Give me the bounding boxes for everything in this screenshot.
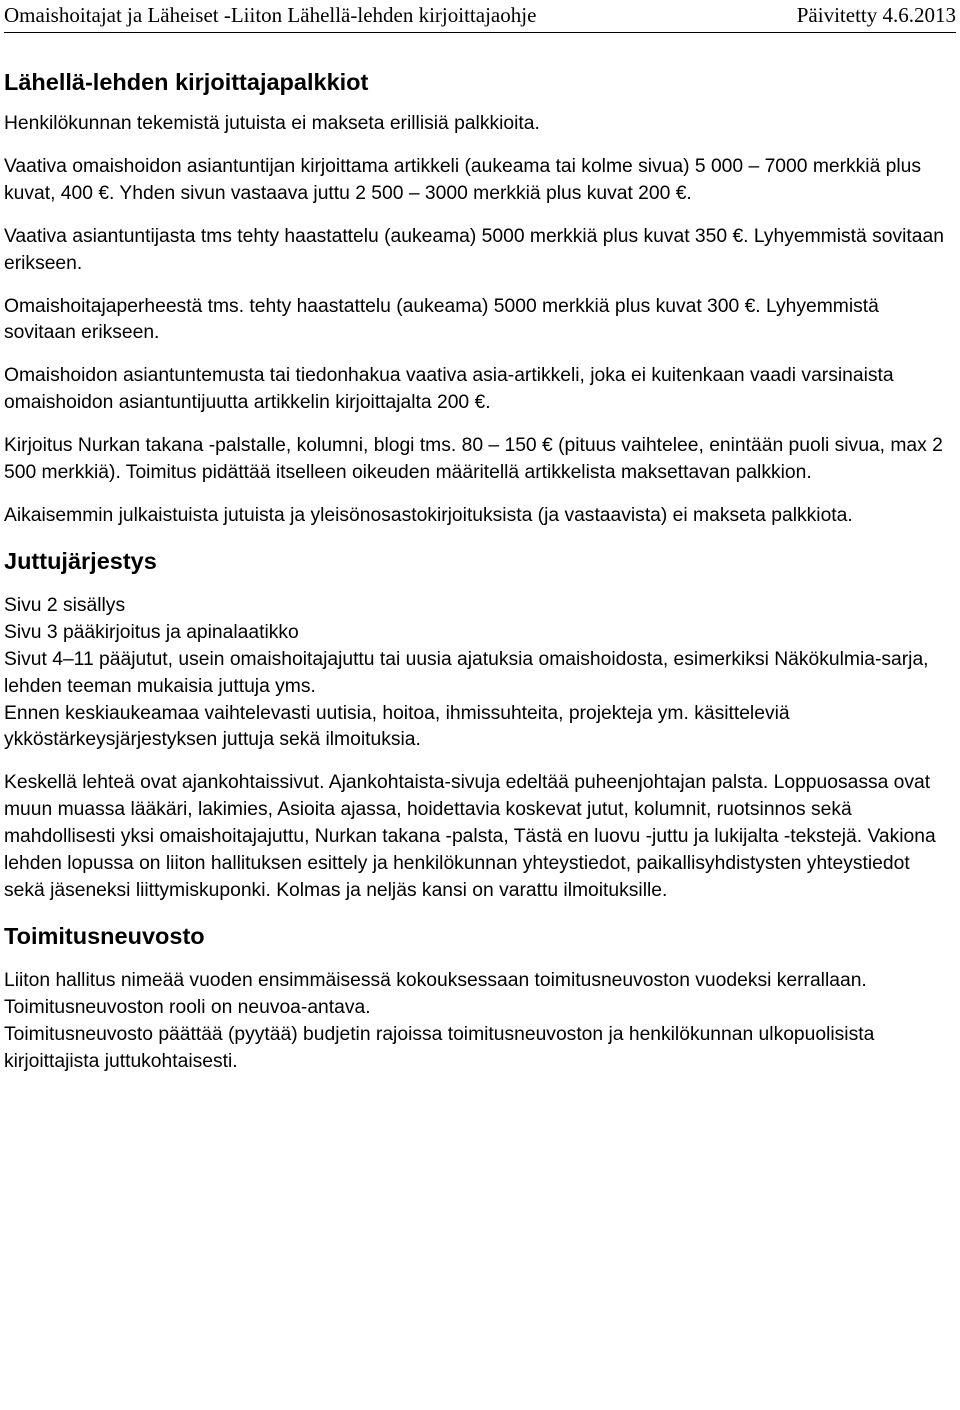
paragraph: Henkilökunnan tekemistä jutuista ei makseta erillisiä palkkioita. <box>4 113 540 134</box>
page-order-line: Sivut 4–11 pääjutut, usein omaishoitajajuttu tai uusia ajatuksia omaishoidosta, esimerkiksi Näkökulmia-sarja, lehden teeman mukaisia juttuja yms. <box>4 648 929 697</box>
paragraph: Vaativa asiantuntijasta tms tehty haastattelu (aukeama) 5000 merkkiä plus kuvat 350 €. Lyhyemmistä sovitaan erikseen. <box>4 225 944 274</box>
paragraph: Toimitusneuvosto päättää (pyytää) budjetin rajoissa toimitusneuvoston ja henkilökunnan ulkopuolisista kirjoittajista juttukohtaisesti. <box>4 1023 875 1072</box>
paragraph: Aikaisemmin julkaistuista jutuista ja yleisönosastokirjoituksista (ja vastaavista) ei makseta palkkiota. <box>4 504 853 526</box>
header-title: Omaishoitajat ja Läheiset -Liiton Lähellä-lehden kirjoittajaohje <box>4 3 537 27</box>
paragraph: Omaishoidon asiantuntemusta tai tiedonhakua vaativa asia-artikkeli, joka ei kuitenkaan vaadi varsinaista omaishoidon asiantuntijuutta artikkelin kirjoittajalta 200 €. <box>4 365 894 414</box>
paragraph: Ennen keskiaukeamaa vaihtelevasti uutisia, hoitoa, ihmissuhteita, projekteja ym. käsitteleviä ykköstärkeysjärjestyksen juttuja sekä ilmoituksia. <box>4 702 790 751</box>
paragraph: Kirjoitus Nurkan takana -palstalle, kolumni, blogi tms. 80 – 150 € (pituus vaihtelee, enintään puoli sivua, max 2 500 merkkiä). Toimitus pidättää itselleen oikeuden määritellä artikkelista maksettavan palkkion. <box>4 435 943 484</box>
paragraph: Omaishoitajaperheestä tms. tehty haastattelu (aukeama) 5000 merkkiä plus kuvat 300 €. Lyhyemmistä sovitaan erikseen. <box>4 295 879 344</box>
page-order-line: Sivu 3 pääkirjoitus ja apinalaatikko <box>4 621 299 643</box>
page-order-line: Sivu 2 sisällys <box>4 594 126 616</box>
paragraph: Vaativa omaishoidon asiantuntijan kirjoittama artikkeli (aukeama tai kolme sivua) 5 000 – 7000 merkkiä plus kuvat, 400 €. Yhden sivun vastaava juttu 2 500 – 3000 merkkiä plus kuvat 200 €. <box>4 155 922 204</box>
heading-editorial-board: Toimitusneuvosto <box>4 922 205 949</box>
paragraph: Toimitusneuvoston rooli on neuvoa-antava. <box>4 996 371 1018</box>
heading-writer-fees: Lähellä-lehden kirjoittajapalkkiot <box>4 69 369 95</box>
paragraph: Keskellä lehteä ovat ajankohtaissivut. Ajankohtaista-sivuja edeltää puheenjohtajan palsta. Loppuosassa ovat muun muassa lääkäri, lakimies, Asioita ajassa, hoidettavia koskevat jutut, kolumnit, ruotsinnos sekä mahdollisesti yksi omaishoitajajuttu, Nurkan takana -palsta, Tästä en luovu -juttu ja lukijalta -tekstejä. Vakiona lehden lopussa on liiton hallituksen esittely ja henkilökunnan yhteystiedot, paikallisyhdistysten yhteystiedot sekä jäseneksi liittymiskuponki. Kolmas ja neljäs kansi on varattu ilmoituksille. <box>4 772 936 901</box>
heading-story-order: Juttujärjestys <box>4 547 157 574</box>
header-updated-date: Päivitetty 4.6.2013 <box>796 3 956 27</box>
document-body <box>4 62 954 1075</box>
paragraph: Liiton hallitus nimeää vuoden ensimmäisessä kokouksessaan toimitusneuvoston vuodeksi kerrallaan. <box>4 969 867 991</box>
page-header <box>4 0 956 33</box>
